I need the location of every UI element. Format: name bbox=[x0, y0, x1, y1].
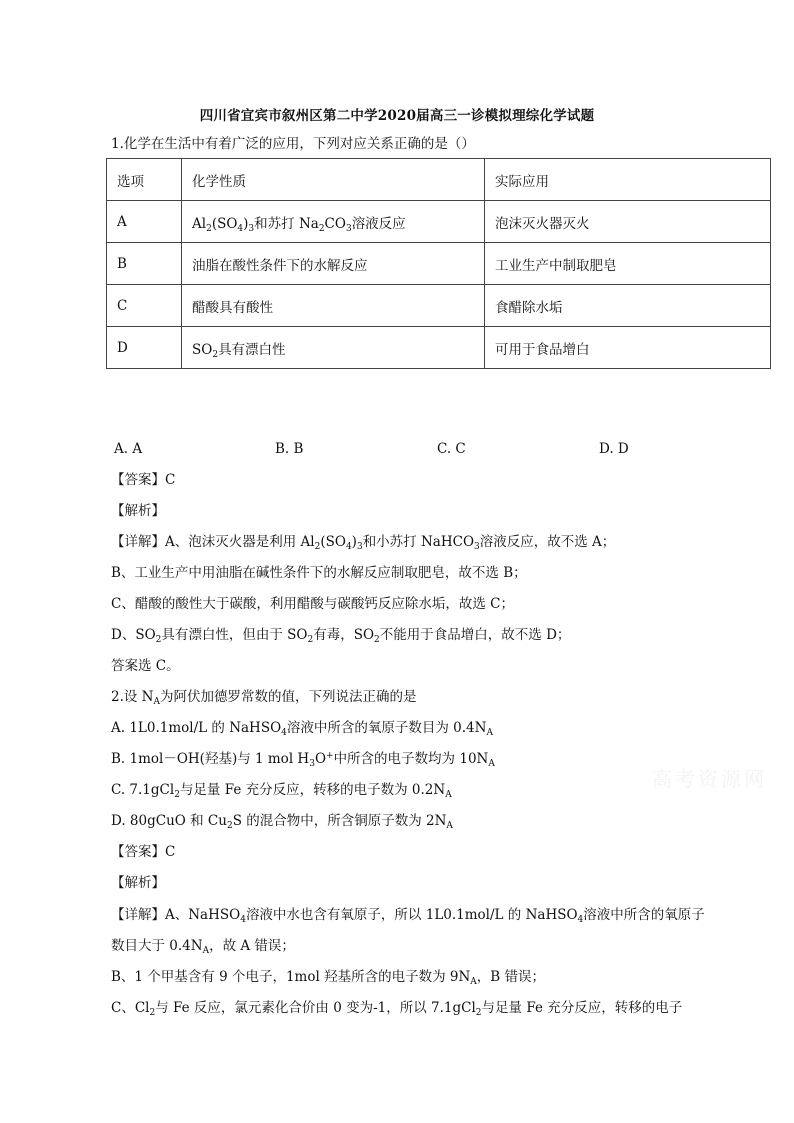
table-cell-application: 工业生产中制取肥皂 bbox=[485, 243, 771, 285]
question-1-option-c: C. C bbox=[437, 441, 466, 457]
table-cell-property: $Al_2(SO_4)_3$和苏打 $Na_2CO_3$溶液反应 bbox=[182, 201, 485, 243]
question-2-detail-a2: 数目大于 $0.4N_A$，故 A 错误； bbox=[111, 938, 295, 956]
question-2-option-b: B. 1mol－OH(羟基)与 1 mol $H_3O^+$中所含的电子数均为 $10N_A$ bbox=[111, 751, 495, 769]
question-1-option-a: A. A bbox=[114, 441, 143, 457]
question-1-option-b: B. B bbox=[275, 441, 304, 457]
question-2-detail-c: C、$Cl_2$与 Fe 反应，氯元素化合价由 0 变为-1，所以 7.1gCl$_2$与足量 Fe 充分反应，转移的电子 bbox=[111, 1000, 683, 1018]
page-title: 四川省宜宾市叙州区第二中学2020届高三一诊模拟理综化学试题 bbox=[199, 108, 595, 124]
question-1-detail-b: B、工业生产中用油脂在碱性条件下的水解反应制取肥皂，故不选 B； bbox=[111, 565, 527, 581]
table-row bbox=[107, 285, 771, 327]
question-1-detail-a: 【详解】A、泡沫灭火器是利用 $Al_2(SO_4)_3$和小苏打 NaHCO$_3$溶液反应，故不选 A； bbox=[111, 534, 616, 552]
question-2-stem: 2.设 $N_A$为阿伏加德罗常数的值，下列说法正确的是 bbox=[111, 689, 417, 707]
table-header-cell: 选项 bbox=[107, 159, 182, 201]
table-cell-option: D bbox=[107, 327, 182, 369]
table-cell-application: 可用于食品增白 bbox=[485, 327, 771, 369]
question-2-detail-b: B、1 个甲基含有 9 个电子，1mol 羟基所含的电子数为 $9N_A$，B 错误； bbox=[111, 969, 546, 987]
watermark: 高考资源网 bbox=[652, 767, 767, 791]
table-cell-option: A bbox=[107, 201, 182, 243]
table-cell-property: $SO_2$具有漂白性 bbox=[182, 327, 485, 369]
table-row bbox=[107, 327, 771, 369]
table-cell-application: 泡沫灭火器灭火 bbox=[485, 201, 771, 243]
table-cell-option: C bbox=[107, 285, 182, 327]
question-1-answer: 【答案】C bbox=[111, 472, 176, 488]
table-cell-option: B bbox=[107, 243, 182, 285]
table-row bbox=[107, 201, 771, 243]
table-cell-property: 醋酸具有酸性 bbox=[182, 285, 485, 327]
table-header-cell: 实际应用 bbox=[485, 159, 771, 201]
question-1-analysis-label: 【解析】 bbox=[111, 503, 165, 519]
table-header-row bbox=[107, 159, 771, 201]
question-2-detail-a1: 【详解】A、NaHSO$_4$溶液中水也含有氧原子，所以 1L0.1mol/L 的 NaHSO$_4$溶液中所含的氧原子 bbox=[111, 907, 705, 925]
table-cell-property: 油脂在酸性条件下的水解反应 bbox=[182, 243, 485, 285]
question-1-stem: 1.化学在生活中有着广泛的应用，下列对应关系正确的是（） bbox=[111, 136, 475, 152]
question-2-option-c: C. 7.1gCl$_2$与足量 Fe 充分反应，转移的电子数为 $0.2N_A$ bbox=[111, 782, 452, 800]
question-1-detail-c: C、醋酸的酸性大于碳酸，利用醋酸与碳酸钙反应除水垢，故选 C； bbox=[111, 596, 514, 612]
question-2-option-d: D. 80gCuO 和 $Cu_2S$ 的混合物中，所含铜原子数为 $2N_A$ bbox=[111, 813, 453, 831]
question-1-option-d: D. D bbox=[599, 441, 629, 457]
question-1-conclusion: 答案选 C。 bbox=[111, 658, 180, 674]
question-2-answer: 【答案】C bbox=[111, 844, 176, 860]
question-1-table bbox=[106, 158, 771, 369]
table-cell-application: 食醋除水垢 bbox=[485, 285, 771, 327]
question-2-analysis-label: 【解析】 bbox=[111, 875, 165, 891]
table-header-cell: 化学性质 bbox=[182, 159, 485, 201]
table-row bbox=[107, 243, 771, 285]
question-1-detail-d: D、$SO_2$具有漂白性，但由于 $SO_2$有毒，$SO_2$不能用于食品增白，故不选 D； bbox=[111, 627, 571, 645]
question-2-option-a: A. 1L0.1mol/L 的 NaHSO$_4$溶液中所含的氧原子数目为 $0.4N_A$ bbox=[111, 720, 493, 738]
